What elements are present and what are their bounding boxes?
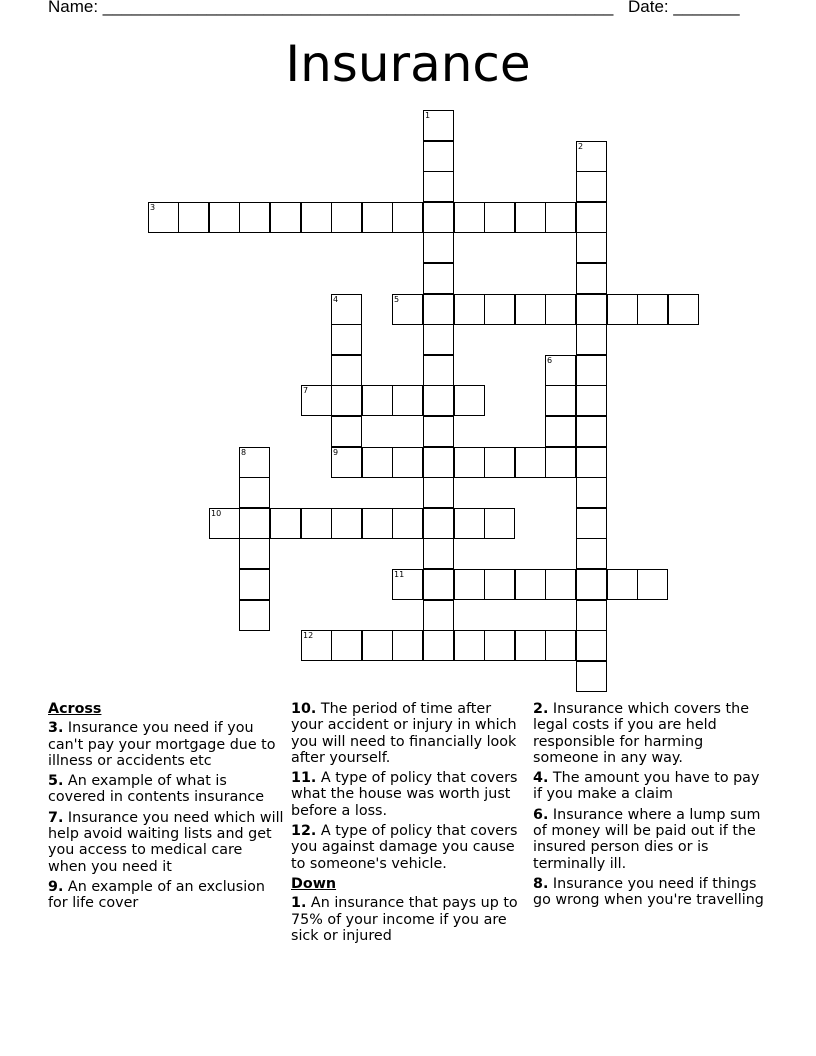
cell-number: 1 bbox=[425, 111, 431, 120]
grid-cell[interactable] bbox=[423, 110, 454, 141]
grid-cell[interactable] bbox=[545, 416, 576, 447]
grid-cell[interactable] bbox=[270, 202, 301, 233]
grid-cell[interactable] bbox=[423, 141, 454, 172]
clues-column-1 bbox=[48, 701, 284, 916]
down-heading: Down bbox=[291, 875, 337, 892]
grid-cell[interactable] bbox=[576, 416, 607, 447]
grid-cell[interactable] bbox=[484, 447, 515, 478]
grid-cell[interactable] bbox=[392, 385, 423, 416]
grid-cell[interactable] bbox=[301, 630, 332, 661]
grid-cell[interactable] bbox=[454, 202, 485, 233]
across-heading: Across bbox=[48, 701, 102, 717]
grid-cell[interactable] bbox=[423, 202, 454, 233]
grid-cell[interactable] bbox=[239, 538, 270, 569]
clue-across-3: 3. Insurance you need if you can't pay your mortgage due to illness or accidents etc bbox=[48, 720, 276, 769]
grid-cell[interactable] bbox=[392, 569, 423, 600]
cell-number: 6 bbox=[547, 356, 553, 365]
grid-cell[interactable] bbox=[331, 355, 362, 386]
clue-down-4: 4. The amount you have to pay if you make a claim bbox=[533, 770, 760, 803]
grid-cell[interactable] bbox=[423, 508, 454, 539]
grid-cell[interactable] bbox=[576, 202, 607, 233]
cell-number: 11 bbox=[394, 570, 405, 579]
cell-number: 4 bbox=[333, 295, 339, 304]
clues-column-2 bbox=[291, 701, 527, 948]
grid-cell[interactable] bbox=[239, 508, 270, 539]
grid-cell[interactable] bbox=[454, 508, 485, 539]
grid-cell[interactable] bbox=[239, 477, 270, 508]
grid-cell[interactable] bbox=[423, 447, 454, 478]
grid-cell[interactable] bbox=[423, 294, 454, 325]
grid-cell[interactable] bbox=[331, 416, 362, 447]
grid-cell[interactable] bbox=[576, 508, 607, 539]
grid-cell[interactable] bbox=[331, 202, 362, 233]
cell-number: 9 bbox=[333, 448, 339, 457]
grid-cell[interactable] bbox=[484, 569, 515, 600]
grid-cell[interactable] bbox=[576, 263, 607, 294]
grid-cell[interactable] bbox=[331, 447, 362, 478]
grid-cell[interactable] bbox=[423, 477, 454, 508]
grid-cell[interactable] bbox=[301, 508, 332, 539]
grid-cell[interactable] bbox=[423, 569, 454, 600]
cell-number: 10 bbox=[211, 509, 222, 518]
grid-cell[interactable] bbox=[454, 447, 485, 478]
grid-cell[interactable] bbox=[148, 202, 179, 233]
grid-cell[interactable] bbox=[668, 294, 699, 325]
grid-cell[interactable] bbox=[576, 171, 607, 202]
grid-cell[interactable] bbox=[545, 355, 576, 386]
grid-cell[interactable] bbox=[515, 630, 546, 661]
grid-cell[interactable] bbox=[392, 508, 423, 539]
grid-cell[interactable] bbox=[576, 294, 607, 325]
grid-cell[interactable] bbox=[545, 630, 576, 661]
clue-down-2: 2. Insurance which covers the legal costs if you are held responsible for harming someone in any way. bbox=[533, 701, 750, 766]
grid-cell[interactable] bbox=[576, 661, 607, 692]
grid-cell[interactable] bbox=[545, 385, 576, 416]
grid-cell[interactable] bbox=[454, 630, 485, 661]
grid-cell[interactable] bbox=[454, 385, 485, 416]
grid-cell[interactable] bbox=[362, 630, 393, 661]
cell-number: 12 bbox=[303, 631, 314, 640]
cell-number: 5 bbox=[394, 295, 400, 304]
clue-across-9: 9. An example of an exclusion for life cover bbox=[48, 878, 265, 912]
grid-cell[interactable] bbox=[576, 355, 607, 386]
grid-cell[interactable] bbox=[423, 600, 454, 631]
grid-cell[interactable] bbox=[607, 294, 638, 325]
grid-cell[interactable] bbox=[331, 294, 362, 325]
cell-number: 2 bbox=[578, 142, 584, 151]
grid-cell[interactable] bbox=[576, 538, 607, 569]
grid-cell[interactable] bbox=[423, 171, 454, 202]
grid-cell[interactable] bbox=[362, 385, 393, 416]
grid-cell[interactable] bbox=[576, 600, 607, 631]
grid-cell[interactable] bbox=[209, 202, 240, 233]
grid-cell[interactable] bbox=[423, 385, 454, 416]
grid-cell[interactable] bbox=[362, 508, 393, 539]
grid-cell[interactable] bbox=[515, 447, 546, 478]
clue-across-7: 7. Insurance you need which will help avoid waiting lists and get you access to medical care when you need it bbox=[48, 809, 284, 875]
clue-across-5: 5. An example of what is covered in contents insurance bbox=[48, 773, 265, 806]
grid-cell[interactable] bbox=[301, 202, 332, 233]
grid-cell[interactable] bbox=[545, 294, 576, 325]
puzzle-title: Insurance bbox=[285, 35, 531, 93]
grid-cell[interactable] bbox=[178, 202, 209, 233]
grid-cell[interactable] bbox=[331, 385, 362, 416]
grid-cell[interactable] bbox=[607, 569, 638, 600]
clue-across-10: 10. The period of time after your accident or injury in which you will need to financially look after yourself. bbox=[291, 701, 517, 766]
grid-cell[interactable] bbox=[515, 202, 546, 233]
cell-number: 8 bbox=[241, 448, 247, 457]
grid-cell[interactable] bbox=[331, 324, 362, 355]
grid-cell[interactable] bbox=[423, 263, 454, 294]
grid-cell[interactable] bbox=[239, 447, 270, 478]
grid-cell[interactable] bbox=[545, 202, 576, 233]
grid-cell[interactable] bbox=[484, 294, 515, 325]
grid-cell[interactable] bbox=[576, 324, 607, 355]
clue-down-6: 6. Insurance where a lump sum of money will be paid out if the insured person dies or is terminally ill. bbox=[533, 806, 761, 872]
grid-cell[interactable] bbox=[484, 202, 515, 233]
grid-cell[interactable] bbox=[637, 569, 668, 600]
grid-cell[interactable] bbox=[209, 508, 240, 539]
grid-cell[interactable] bbox=[576, 477, 607, 508]
clue-across-12: 12. A type of policy that covers you against damage you cause to someone's vehicle. bbox=[291, 823, 518, 872]
grid-cell[interactable] bbox=[301, 385, 332, 416]
cell-number: 3 bbox=[150, 203, 156, 212]
grid-cell[interactable] bbox=[270, 508, 301, 539]
grid-cell[interactable] bbox=[362, 447, 393, 478]
grid-cell[interactable] bbox=[331, 508, 362, 539]
clue-down-1: 1. An insurance that pays up to 75% of your income if you are sick or injured bbox=[291, 895, 518, 944]
grid-cell[interactable] bbox=[392, 447, 423, 478]
grid-cell[interactable] bbox=[454, 294, 485, 325]
grid-cell[interactable] bbox=[545, 569, 576, 600]
name-field-label: Name: ______________________________________________________ bbox=[48, 0, 614, 16]
grid-cell[interactable] bbox=[515, 294, 546, 325]
cell-number: 7 bbox=[303, 386, 309, 395]
grid-cell[interactable] bbox=[576, 630, 607, 661]
grid-cell[interactable] bbox=[576, 385, 607, 416]
grid-cell[interactable] bbox=[576, 569, 607, 600]
grid-cell[interactable] bbox=[423, 416, 454, 447]
grid-cell[interactable] bbox=[576, 447, 607, 478]
clue-across-11: 11. A type of policy that covers what the house was worth just before a loss. bbox=[291, 770, 518, 819]
grid-cell[interactable] bbox=[484, 508, 515, 539]
grid-cell[interactable] bbox=[331, 630, 362, 661]
grid-cell[interactable] bbox=[423, 355, 454, 386]
grid-cell[interactable] bbox=[392, 202, 423, 233]
grid-cell[interactable] bbox=[576, 141, 607, 172]
date-field-label: Date: _______ bbox=[628, 0, 740, 16]
grid-cell[interactable] bbox=[576, 232, 607, 263]
grid-cell[interactable] bbox=[484, 630, 515, 661]
grid-cell[interactable] bbox=[515, 569, 546, 600]
clues-column-3 bbox=[533, 701, 769, 913]
grid-cell[interactable] bbox=[637, 294, 668, 325]
grid-cell[interactable] bbox=[423, 232, 454, 263]
grid-cell[interactable] bbox=[545, 447, 576, 478]
grid-cell[interactable] bbox=[239, 600, 270, 631]
grid-cell[interactable] bbox=[423, 538, 454, 569]
grid-cell[interactable] bbox=[392, 630, 423, 661]
grid-cell[interactable] bbox=[239, 202, 270, 233]
grid-cell[interactable] bbox=[239, 569, 270, 600]
grid-cell[interactable] bbox=[362, 202, 393, 233]
grid-cell[interactable] bbox=[454, 569, 485, 600]
grid-cell[interactable] bbox=[423, 630, 454, 661]
clue-down-8: 8. Insurance you need if things go wrong when you're travelling bbox=[533, 875, 764, 909]
grid-cell[interactable] bbox=[423, 324, 454, 355]
grid-cell[interactable] bbox=[392, 294, 423, 325]
